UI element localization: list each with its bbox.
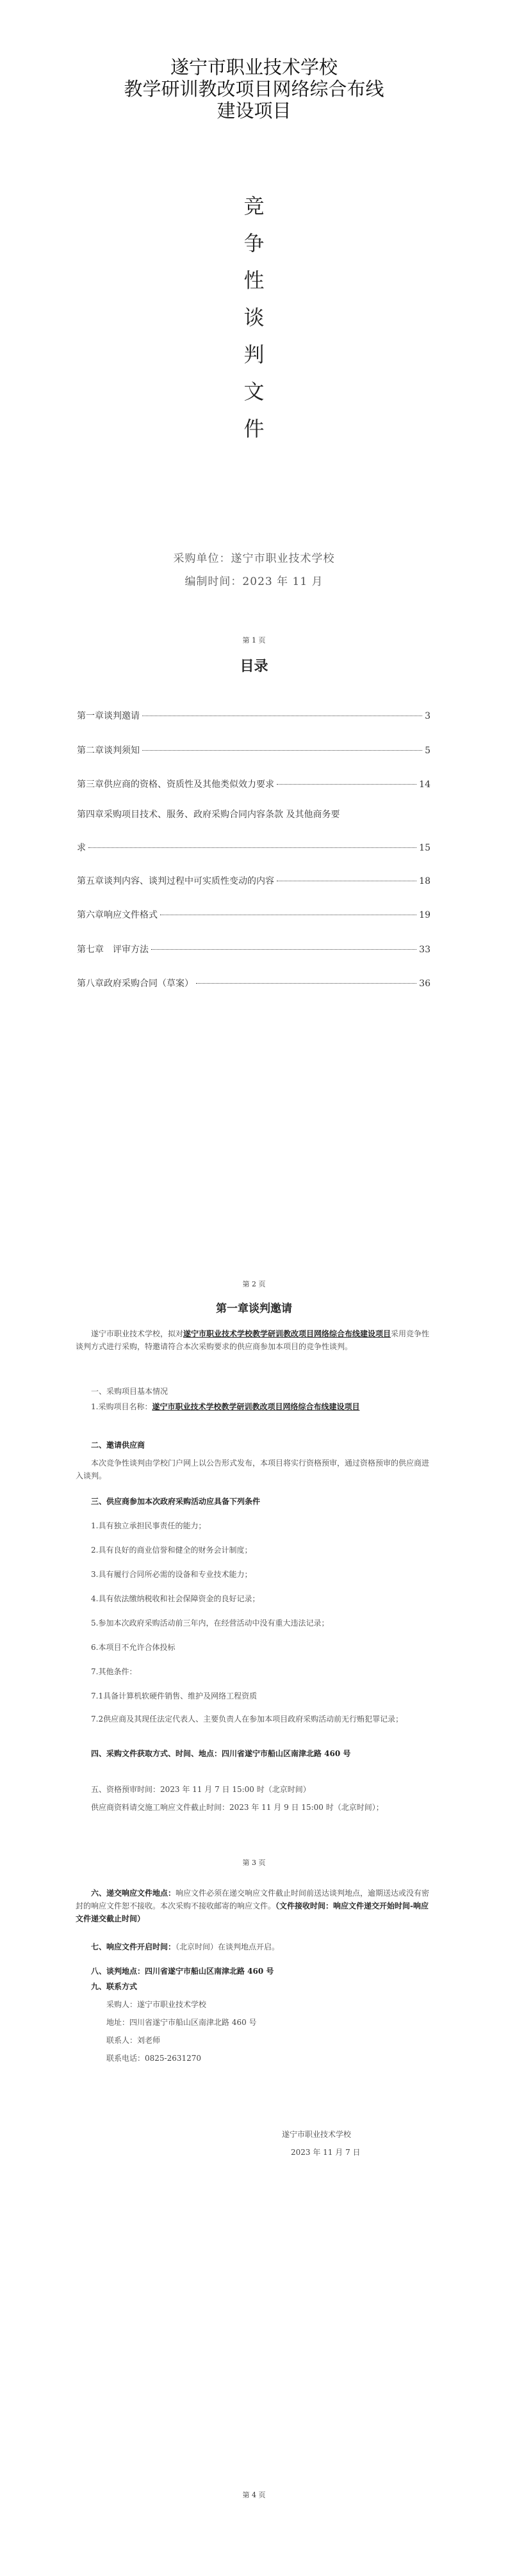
- section-7-paragraph: [76, 1940, 434, 1953]
- toc-item-title: 第五章谈判内容、谈判过程中可实质性变动的内容: [77, 876, 274, 886]
- cover-compile-time: 编制时间：2023 年 11 月: [184, 575, 324, 588]
- page-number: 第 2 页: [242, 1280, 266, 1288]
- toc-item[interactable]: [77, 841, 430, 854]
- toc-item-page: 14: [419, 780, 430, 790]
- doc-type-char: 判: [243, 342, 265, 367]
- page-number: 第 3 页: [242, 1859, 266, 1867]
- section-1-title: 一、采购项目基本情况: [91, 1387, 168, 1396]
- toc-item-title: 第二章谈判须知: [77, 746, 140, 756]
- contact-line: 采购人：遂宁市职业技术学校: [106, 2000, 207, 2009]
- doc-type-char: 性: [243, 268, 265, 292]
- section-6-label: 六、递交响应文件地点：: [91, 1889, 176, 1898]
- page-number: 第 4 页: [242, 2491, 266, 2499]
- project-name-line: [76, 1400, 434, 1413]
- condition-item: 6.本项目不允许合体投标: [91, 1643, 176, 1652]
- toc-item-page: 15: [419, 843, 430, 853]
- doc-type-char: 竞: [243, 194, 265, 218]
- toc-item[interactable]: [77, 709, 430, 722]
- toc-item-title: 第八章政府采购合同（草案）: [77, 979, 193, 989]
- section-3-title: 三、供应商参加本次政府采购活动应具备下列条件: [91, 1497, 261, 1506]
- intro-paragraph: [76, 1327, 434, 1353]
- toc-item-title: 求: [77, 843, 86, 853]
- contact-line: 地址：四川省遂宁市船山区南津北路 460 号: [106, 2018, 257, 2027]
- condition-item: 7.2供应商及其现任法定代表人、主要负责人在参加本项目政府采购活动前无行贿犯罪记录；: [91, 1715, 404, 1724]
- section-4-title: 四、采购文件获取方式、时间、地点：四川省遂宁市船山区南津北路 460 号: [91, 1749, 351, 1758]
- section-6-bold: （文件接收时间：响应文件递交开始时间-响应文件递交截止时间）: [76, 1901, 429, 1923]
- signature-date: 2023 年 11 月 7 日: [291, 2148, 361, 2157]
- section-2-title: 二、邀请供应商: [91, 1441, 145, 1450]
- doc-type-char: 谈: [243, 305, 265, 330]
- contact-line: 联系电话：0825-2631270: [106, 2054, 202, 2063]
- toc-item-page: 19: [419, 910, 430, 920]
- project-name-value: 遂宁市职业技术学校教学研训教改项目网络综合布线建设项目: [152, 1402, 360, 1411]
- toc-item[interactable]: [77, 908, 430, 921]
- condition-item: 1.具有独立承担民事责任的能力；: [91, 1521, 206, 1530]
- condition-item: 3.具有履行合同所必需的设备和专业技术能力；: [91, 1570, 252, 1579]
- toc-item[interactable]: [77, 977, 430, 989]
- toc-item-page: 18: [419, 876, 430, 886]
- condition-item: 4.具有依法缴纳税收和社会保障资金的良好记录；: [91, 1594, 260, 1603]
- project-name: 遂宁市职业技术学校教学研训教改项目网络综合布线建设项目: [183, 1329, 391, 1338]
- cover-title-line-1: 遂宁市职业技术学校: [170, 56, 338, 78]
- toc-item[interactable]: [77, 943, 430, 956]
- toc-item-page: 5: [425, 746, 430, 756]
- toc-item-page: 3: [425, 711, 430, 721]
- toc-item[interactable]: [77, 744, 430, 756]
- condition-item: 5.参加本次政府采购活动前三年内，在经营活动中没有重大违法记录；: [91, 1619, 329, 1628]
- signature-org: 遂宁市职业技术学校: [282, 2130, 352, 2139]
- section-9-title: 九、联系方式: [91, 1982, 138, 1991]
- section-7-text: （北京时间）在谈判地点开启。: [176, 1942, 280, 1951]
- doc-type-char: 文: [243, 380, 265, 404]
- doc-type-char: 争: [243, 231, 265, 255]
- toc-item[interactable]: [77, 874, 430, 887]
- section-6-text: 响应文件必须在递交响应文件截止时间前送达谈判地点，逾期送达或没有密封的响应文件恕不接收。本次采购不接收邮寄的响应文件。: [76, 1889, 430, 1910]
- doc-type-char: 件: [243, 417, 265, 441]
- toc-item-title-line1[interactable]: 第四章采购项目技术、服务、政府采购合同内容条款 及其他商务要: [77, 810, 340, 820]
- toc-item-title: 第一章谈判邀请: [77, 711, 140, 721]
- toc-item-title: 第六章响应文件格式: [77, 910, 158, 920]
- condition-item: 7.1具备计算机软硬件销售、维护及网络工程资质: [91, 1692, 258, 1700]
- contact-line: 联系人：刘老师: [106, 2036, 161, 2045]
- section-7-label: 七、响应文件开启时间：: [91, 1942, 176, 1951]
- section-2-text: 本次竞争性谈判由学校门户网上以公告形式发布，本项目将实行资格预审，通过资格预审的供应商进入谈判。: [76, 1459, 430, 1480]
- cover-purchaser: 采购单位：遂宁市职业技术学校: [173, 552, 335, 565]
- condition-item: 2.具有良好的商业信誉和健全的财务会计制度；: [91, 1546, 252, 1555]
- toc-heading: 目录: [240, 659, 268, 675]
- toc-item-page: 33: [419, 945, 430, 955]
- toc-item-title: 第三章供应商的资格、资质性及其他类似效力要求: [77, 780, 274, 790]
- intro-text-b: 采用竞争性谈判方式进行采购，特邀请符合本次采购要求的供应商参加本项目的竞争性谈判。: [76, 1329, 430, 1351]
- section-5-text: 供应商资料请交施工响应文件截止时间：2023 年 11 月 9 日 15:00 时（北京时间）；: [91, 1803, 384, 1812]
- section-5-title: 五、资格预审时间：2023 年 11 月 7 日 15:00 时（北京时间）: [91, 1785, 311, 1794]
- project-name-label: 1.采购项目名称：: [91, 1402, 152, 1411]
- page-number: 第 1 页: [242, 636, 266, 644]
- chapter-heading: 第一章谈判邀请: [216, 1302, 292, 1315]
- toc-item[interactable]: [77, 778, 430, 790]
- cover-title-line-2: 教学研训教改项目网络综合布线: [124, 78, 384, 100]
- condition-item: 7.其他条件：: [91, 1667, 137, 1676]
- section-6-paragraph: [76, 1887, 434, 1925]
- cover-title-line-3: 建设项目: [217, 100, 291, 122]
- section-8-title: 八、谈判地点：四川省遂宁市船山区南津北路 460 号: [91, 1967, 274, 1976]
- toc-item-page: 36: [419, 979, 430, 989]
- intro-text-a: 遂宁市职业技术学校，拟对: [91, 1329, 184, 1338]
- toc-item-title: 第七章 评审方法: [77, 945, 149, 955]
